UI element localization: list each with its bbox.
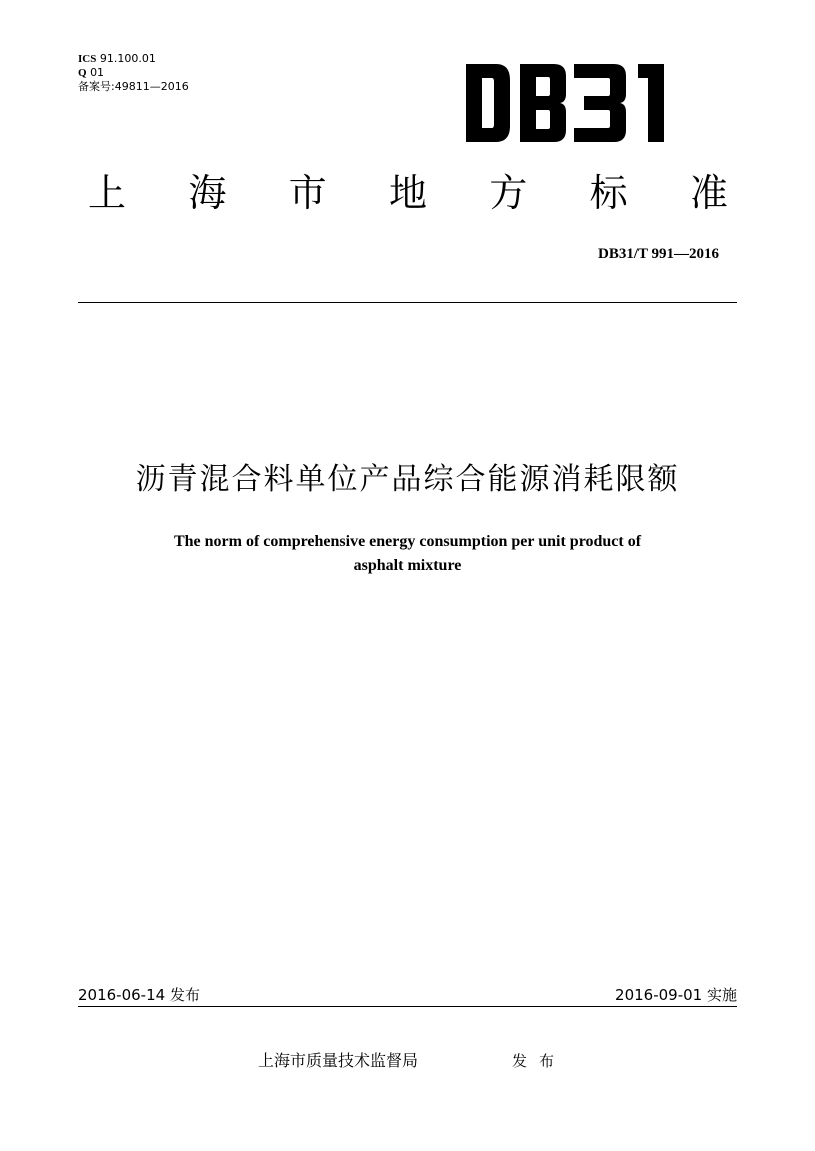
bottom-divider <box>78 1006 737 1007</box>
ics-label: ICS <box>78 53 97 65</box>
standard-char: 市 <box>288 171 327 215</box>
header-meta <box>78 52 189 93</box>
ics-value: 91.100.01 <box>99 52 156 65</box>
db31-logo-text <box>462 58 692 148</box>
standard-number: DB31/T 991—2016 <box>598 246 719 262</box>
standard-char: 地 <box>388 171 427 215</box>
standard-char: 方 <box>489 171 528 215</box>
ccs-label: Q <box>78 67 87 79</box>
implementation-date: 2016-09-01 实施 <box>615 986 737 1004</box>
document-title-en <box>100 530 715 578</box>
top-divider <box>78 302 737 303</box>
ccs-line <box>78 66 189 80</box>
title-en-line-1: The norm of comprehensive energy consumption per unit product of <box>173 533 642 550</box>
issue-date: 2016-06-14 发布 <box>78 986 200 1004</box>
standard-char: 标 <box>589 171 628 215</box>
standard-char: 准 <box>689 171 728 215</box>
ccs-value: 01 <box>90 66 105 79</box>
title-en-line-2: asphalt mixture <box>353 557 462 574</box>
db31-logo <box>462 58 692 148</box>
ics-line <box>78 52 189 66</box>
standard-type-title <box>88 168 728 218</box>
standard-char: 海 <box>188 171 227 215</box>
publish-label: 发布 <box>512 1052 567 1070</box>
standard-char: 上 <box>88 171 127 215</box>
document-title-cn: 沥青混合料单位产品综合能源消耗限额 <box>135 462 680 497</box>
publisher-name: 上海市质量技术监督局 <box>258 1051 419 1070</box>
record-number: 备案号:49811—2016 <box>78 80 189 93</box>
